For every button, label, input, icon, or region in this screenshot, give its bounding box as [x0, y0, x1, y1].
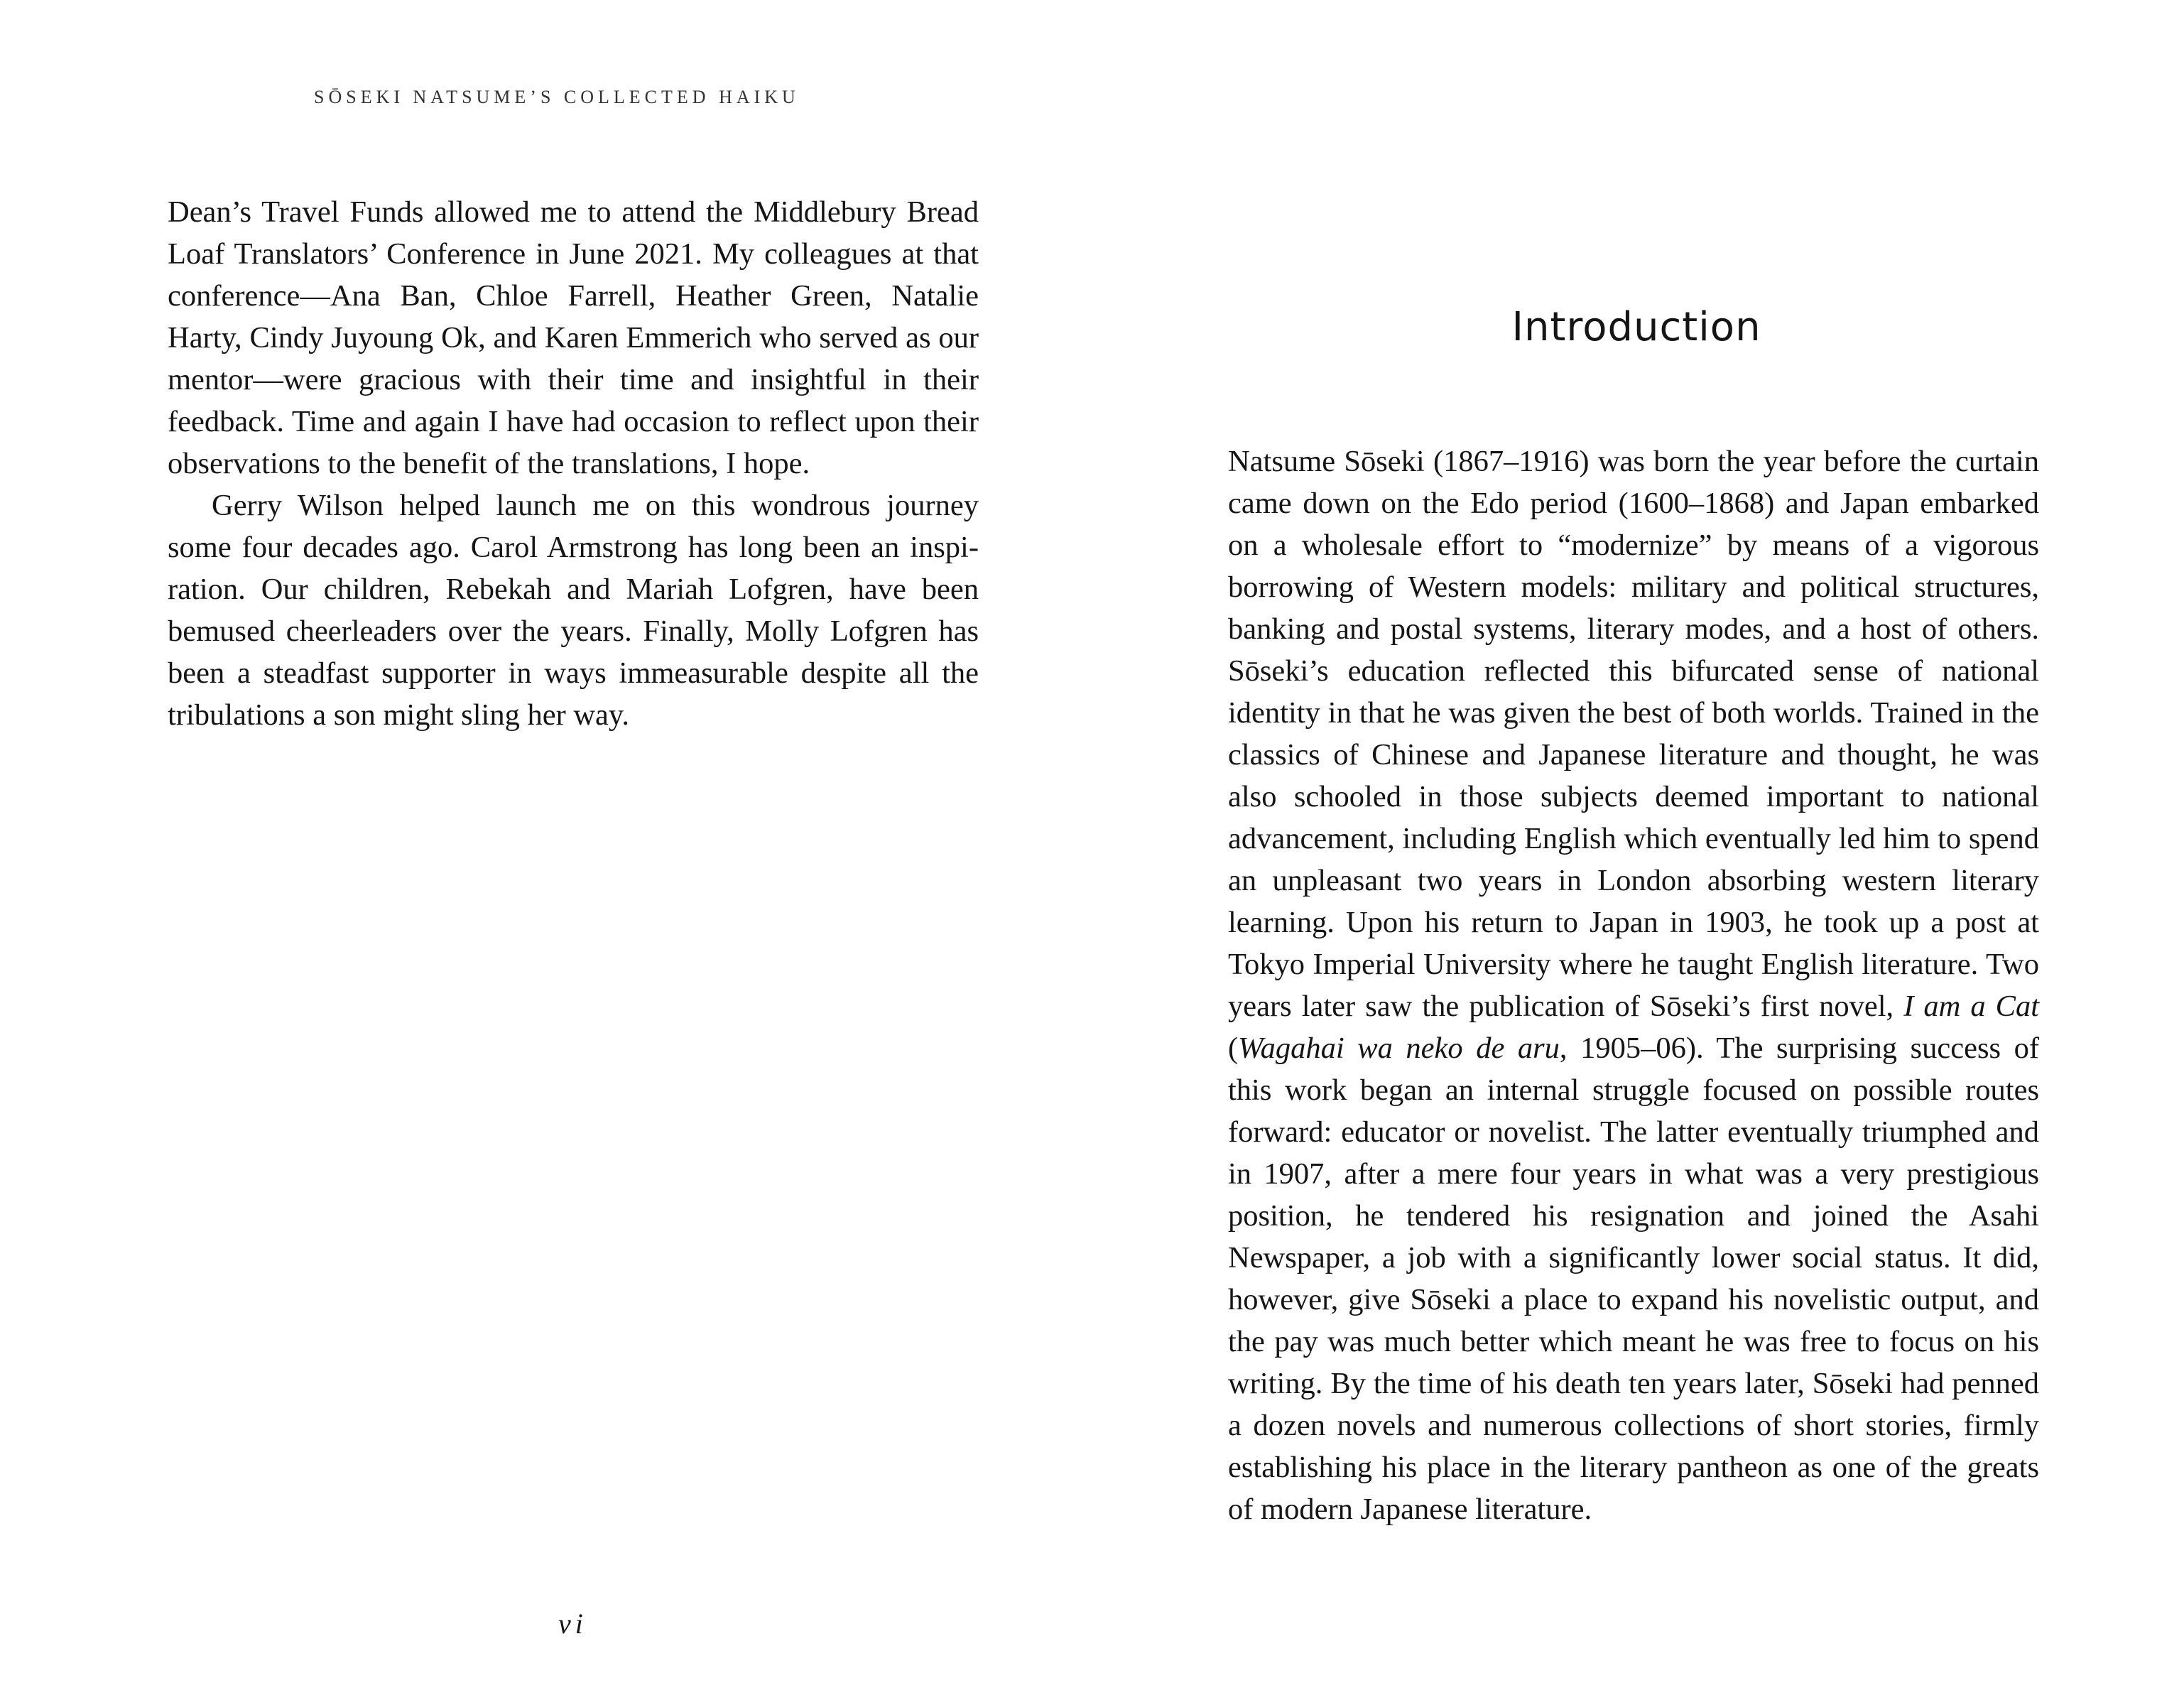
- page-number: vi: [558, 1608, 587, 1640]
- acknowledgments-paragraph-1: Dean’s Travel Funds allowed me to attend the Middlebury Bread Loaf Translators’ Conference in June 2021. My colleagues at that conference—Ana Ban, Chloe Farrell, Heather Green, Natalie Harty, Cindy Juyoung Ok, and Karen Emmerich who served as our mentor—were gracious with their time and insightful in their feedback. Time and again I have had occasion to reflect upon their observations to the benefit of the translations, I hope.: [168, 195, 979, 480]
- novel-title-english: I am a Cat: [1903, 990, 2040, 1023]
- running-head: SŌSEKI NATSUME’S COLLECTED HAIKU: [314, 87, 800, 107]
- left-page-body: [168, 191, 979, 736]
- novel-title-japanese: Wagahai wa neko de aru: [1238, 1032, 1560, 1065]
- intro-text-part-3: , 1905–06). The surprising success of this work began an internal struggle focused on possible routes forward: educator or novelist. The latter eventually triumphed and in 1907, after a mere four years in what was a very prestigious position, he tendered his resignation and joined the Asahi Newspaper, a job with a significantly lower social status. It did, however, give Sōseki a place to expand his novelistic output, and the pay was much better which meant he was free to focus on his writing. By the time of his death ten years later, Sōseki had penned a dozen novels and numerous collections of short stories, firmly establishing his place in the literary pantheon as one of the greats of modern Japanese literature.: [1228, 1032, 2039, 1526]
- introduction-paragraph: [1228, 440, 2039, 1530]
- right-page: [1092, 0, 2184, 1705]
- intro-text-part-1: Natsume Sōseki (1867–1916) was born the year before the curtain came down on the Edo period (1600–1868) and Japan embarked on a wholesale effort to “modernize” by means of a vigorous borrowing of Western models: military and political structures, banking and postal systems, literary modes, and a host of others. Sōseki’s education reflected this bifurcated sense of national identity in that he was given the best of both worlds. Trained in the classics of Chinese and Japanese literature and thought, he was also schooled in those subjects deemed important to national advancement, including English which eventually led him to spend an unpleasant two years in London absorbing western literary learning. Upon his return to Japan in 1903, he took up a post at Tokyo Imperial University where he taught English literature. Two years later saw the publication of Sōseki’s first novel,: [1228, 445, 2039, 1023]
- right-page-body: [1228, 440, 2039, 1530]
- acknowledgments-paragraph-2: Gerry Wilson helped launch me on this wondrous journey some four decades ago. Carol Armstrong has long been an inspiration. Our children, Rebekah and Mariah Lofgren, have been bemused cheerleaders over the years. Finally, Molly Lofgren has been a steadfast supporter in ways immeasurable despite all the tribulations a son might sling her way.: [168, 489, 979, 732]
- intro-text-part-2: (: [1228, 1032, 1239, 1065]
- chapter-title: Introduction: [1511, 304, 1761, 350]
